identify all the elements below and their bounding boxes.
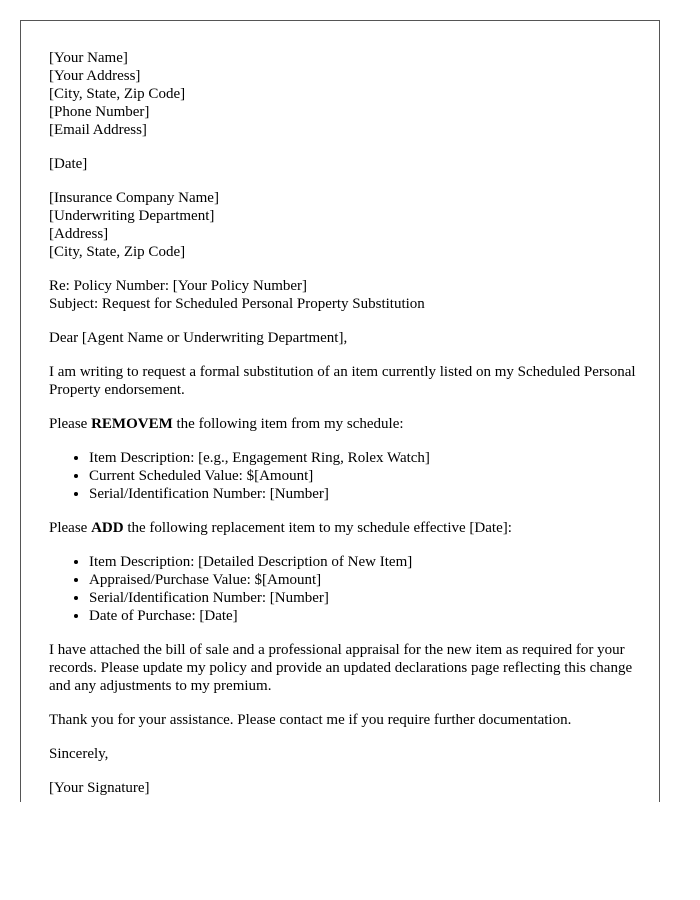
sender-name: [Your Name]: [49, 50, 128, 66]
list-item: • Item Description: [Detailed Description of New Item]: [89, 553, 639, 571]
thanks-paragraph: Thank you for your assistance. Please contact me if you require further documentation.: [49, 712, 572, 728]
sender-city-state-zip: [City, State, Zip Code]: [49, 86, 186, 102]
letter-content: [49, 49, 639, 802]
recipient-city-state-zip: [City, State, Zip Code]: [49, 244, 186, 260]
list-item: • Current Scheduled Value: $[Amount]: [89, 467, 639, 485]
signature: [Your Signature]: [49, 780, 150, 796]
letter-date: [Date]: [49, 156, 88, 172]
recipient-company: [Insurance Company Name]: [49, 190, 219, 206]
add-suffix: the following replacement item to my schedule effective [Date]:: [123, 520, 512, 536]
subject-line: Subject: Request for Scheduled Personal Property Substitution: [49, 296, 425, 312]
sender-address: [Your Address]: [49, 68, 141, 84]
add-item-list: [49, 553, 639, 625]
sender-phone: [Phone Number]: [49, 104, 150, 120]
attachment-paragraph: I have attached the bill of sale and a professional appraisal for the new item as required for your records. Please update my policy and provide an updated declarations page reflecting this change and any adjustments to my premium.: [49, 642, 633, 694]
sender-block: [49, 49, 639, 139]
remove-prefix: Please: [49, 416, 92, 432]
remove-item-list: [49, 449, 639, 503]
letter-page: [20, 20, 660, 802]
sender-email: [Email Address]: [49, 122, 147, 138]
remove-suffix: the following item from my schedule:: [172, 416, 404, 432]
salutation: Dear [Agent Name or Underwriting Department],: [49, 330, 348, 346]
recipient-department: [Underwriting Department]: [49, 208, 215, 224]
recipient-block: [49, 189, 639, 261]
recipient-address: [Address]: [49, 226, 109, 242]
intro-paragraph: I am writing to request a formal substitution of an item currently listed on my Scheduled Personal Property endorsement.: [49, 364, 636, 398]
list-item: • Serial/Identification Number: [Number]: [89, 485, 639, 503]
list-item: • Appraised/Purchase Value: $[Amount]: [89, 571, 639, 589]
list-item: • Item Description: [e.g., Engagement Ring, Rolex Watch]: [89, 449, 639, 467]
list-item: • Date of Purchase: [Date]: [89, 607, 639, 625]
add-instruction: [49, 519, 639, 537]
add-keyword: ADD: [91, 520, 124, 536]
list-item: • Serial/Identification Number: [Number]: [89, 589, 639, 607]
remove-instruction: [49, 415, 639, 433]
closing: Sincerely,: [49, 746, 109, 762]
reference-block: [49, 277, 639, 313]
add-prefix: Please: [49, 520, 92, 536]
remove-keyword: REMOVEM: [91, 416, 173, 432]
policy-reference: Re: Policy Number: [Your Policy Number]: [49, 278, 308, 294]
